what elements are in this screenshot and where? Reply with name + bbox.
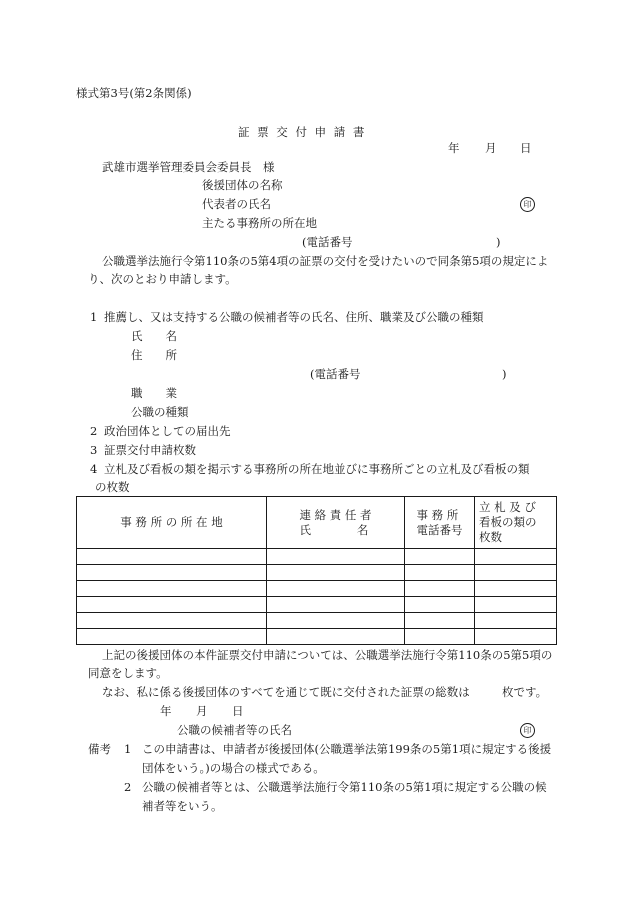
table-cell[interactable] [475,629,557,645]
header-signs [475,497,557,549]
rep-name-label: 代表者の氏名 [202,197,271,211]
office-phone-label: (電話番号 [302,235,353,249]
org-name-label: 後援団体の名称 [202,178,283,192]
item4-text-line1: 立札及び看板の類を掲示する事務所の所在地並びに事務所ごとの立札及び看板の類 [104,462,530,476]
candidate-name-label: 公職の候補者等の氏名 [177,723,292,737]
table-cell[interactable] [267,549,405,565]
header-signs-line3: 枚数 [479,530,502,544]
form-number: 様式第3号(第2条関係) [76,86,192,100]
total-text-suffix: 枚です。 [502,685,548,699]
table-cell[interactable] [267,581,405,597]
date-year: 年 [448,141,460,155]
table-cell[interactable] [77,565,267,581]
header-contact-line1: 連 絡 責 任 者 [299,507,372,522]
addressee: 武雄市選挙管理委員会委員長 様 [102,160,275,174]
table-cell[interactable] [475,549,557,565]
header-phone-line2: 電話番号 [416,522,463,537]
item1-address-label: 住 所 [131,348,177,362]
table-cell[interactable] [405,629,475,645]
header-location [77,497,267,549]
note1-number: 1 [124,742,132,756]
candidate-date-year: 年 [160,704,172,718]
header-contact-line2: 氏 名 [299,522,369,537]
table-row [77,613,557,629]
form-title: 証 票 交 付 申 請 書 [238,125,367,139]
office-signs-table [76,496,557,645]
item2-number: 2 [90,424,98,438]
candidate-date-month: 月 [196,704,208,718]
table-cell[interactable] [77,613,267,629]
table-cell[interactable] [77,597,267,613]
body-text-line1: 公職選挙法施行令第110条の5第4項の証票の交付を受けたいので同条第5項の規定によ [102,254,549,268]
table-cell[interactable] [77,581,267,597]
table-cell[interactable] [405,581,475,597]
table-cell[interactable] [267,565,405,581]
body-text-line2: り、次のとおり申請します。 [88,272,237,286]
table-cell[interactable] [475,597,557,613]
table-row [77,597,557,613]
note2-line2: 補者等をいう。 [142,799,223,813]
note2-number: 2 [124,780,132,794]
table-cell[interactable] [267,613,405,629]
notes-label: 備考 [88,742,111,756]
header-contact [267,497,405,549]
item1-phone-label: (電話番号 [310,367,361,381]
candidate-date-day: 日 [232,704,244,718]
office-phone-close: ) [496,235,501,249]
table-row [77,565,557,581]
table-cell[interactable] [475,613,557,629]
office-address-label: 主たる事務所の所在地 [202,216,317,230]
total-text-prefix: なお、私に係る後援団体のすべてを通じて既に交付された証票の総数は [102,685,470,699]
note1-line1: この申請書は、申請者が後援団体(公職選挙法第199条の5第1項に規定する後援 [142,742,552,756]
item3-text: 証票交付申請枚数 [104,443,196,457]
table-cell[interactable] [77,549,267,565]
item1-phone-close: ) [502,367,507,381]
item1-name-label: 氏 名 [131,329,177,343]
table-cell[interactable] [267,597,405,613]
seal-icon: 印 [520,197,535,212]
table-cell[interactable] [405,613,475,629]
table-cell[interactable] [405,565,475,581]
table-cell[interactable] [405,597,475,613]
consent-text-line1: 上記の後援団体の本件証票交付申請については、公職選挙法施行令第110条の5第5項の [102,648,553,662]
item4-number: 4 [90,462,98,476]
header-phone [405,497,475,549]
note1-line2: 団体をいう。)の場合の様式である。 [142,761,325,775]
table-row [77,581,557,597]
header-signs-line1: 立 札 及 び [479,500,536,514]
header-location-text: 事 務 所 の 所 在 地 [120,515,223,529]
table-row [77,549,557,565]
table-cell[interactable] [77,629,267,645]
header-phone-line1: 事 務 所 [416,507,459,522]
item1-occupation-label: 職 業 [131,386,177,400]
item1-text: 推薦し、又は支持する公職の候補者等の氏名、住所、職業及び公職の種類 [104,310,484,324]
date-month: 月 [485,141,497,155]
note2-line1: 公職の候補者等とは、公職選挙法施行令第110条の5第1項に規定する公職の候 [142,780,547,794]
table-cell[interactable] [405,549,475,565]
table-cell[interactable] [475,581,557,597]
seal-icon: 印 [520,723,535,738]
item2-text: 政治団体としての届出先 [104,424,231,438]
item1-office-type-label: 公職の種類 [131,405,189,419]
table-row [77,629,557,645]
table-cell[interactable] [267,629,405,645]
table-header-row [77,497,557,549]
table-cell[interactable] [475,565,557,581]
date-day: 日 [520,141,532,155]
header-signs-line2: 看板の類の [479,515,537,529]
consent-text-line2: 同意をします。 [88,666,168,680]
item1-number: 1 [90,310,98,324]
item3-number: 3 [90,443,98,457]
item4-text-line2: の枚数 [95,480,130,494]
